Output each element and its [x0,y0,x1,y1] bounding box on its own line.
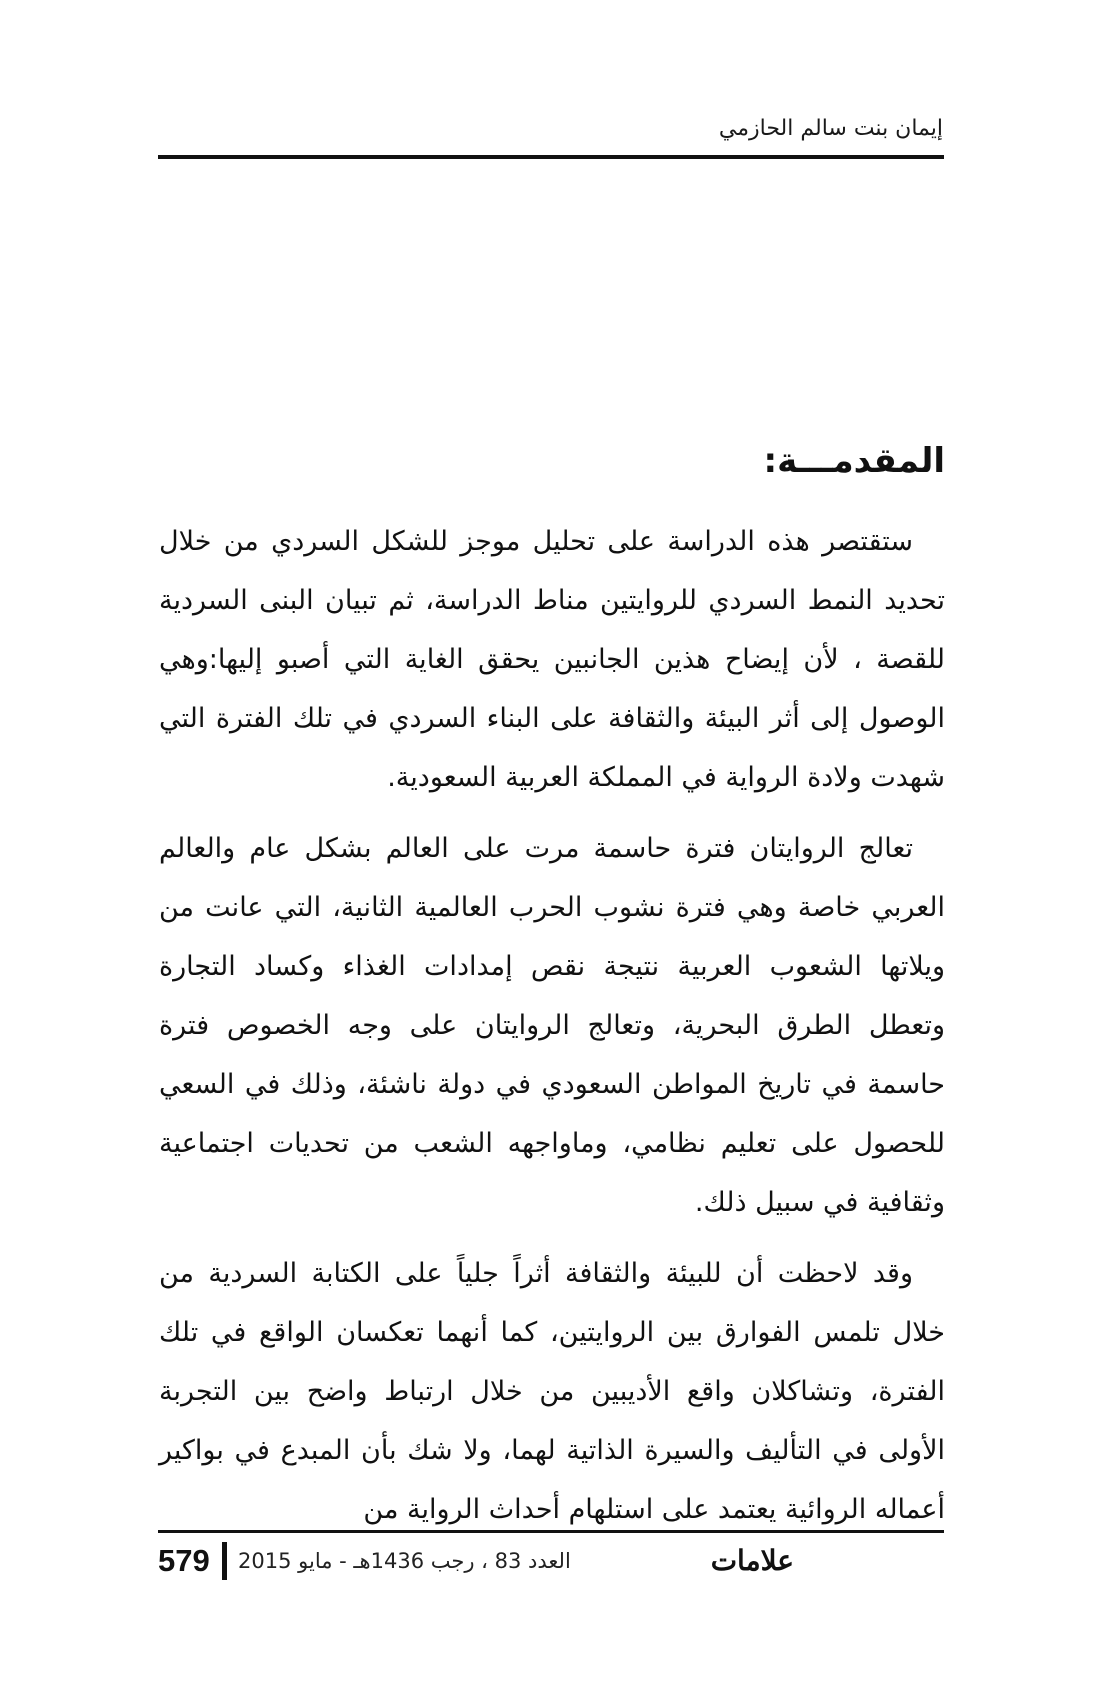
journal-logo: علامات [710,1544,794,1577]
section-title: المقدمـــة: [763,441,945,481]
footer-divider [222,1542,227,1580]
footer-rule [158,1530,944,1533]
paragraph-3: وقد لاحظت أن للبيئة والثقافة أثراً جلياً على الكتابة السردية من خلال تلمس الفوارق بين الروايتين، كما أنهما تعكسان الواقع في تلك الفترة، وتشاكلان واقع الأديبين من خلال ارتباط واضح بين التجربة الأولى في التأليف والسيرة الذاتية لهما، ولا شك بأن المبدع في بواكير أعماله الروائية يعتمد على استلهام أحداث الرواية من [159,1258,945,1525]
paragraph-1: ستقتصر هذه الدراسة على تحليل موجز للشكل السردي من خلال تحديد النمط السردي للروايتين مناط الدراسة، ثم تبيان البنى السردية للقصة ، لأن إيضاح هذين الجانبين يحقق الغاية التي أصبو إليها:وهي الوصول إلى أثر البيئة والثقافة على البناء السردي في تلك الفترة التي شهدت ولادة الرواية في المملكة العربية السعودية. [159,526,945,793]
issue-info: العدد 83 ، رجب 1436هـ - مايو 2015 [238,1549,571,1573]
body-text [159,512,945,1551]
paragraph-2: تعالج الروايتان فترة حاسمة مرت على العالم بشكل عام والعالم العربي خاصة وهي فترة نشوب الحرب العالمية الثانية، التي عانت من ويلاتها الشعوب العربية نتيجة نقص إمدادات الغذاء وكساد التجارة وتعطل الطرق البحرية، وتعالج الروايتان على وجه الخصوص فترة حاسمة في تاريخ المواطن السعودي في دولة ناشئة، وذلك في السعي للحصول على تعليم نظامي، وماواجهه الشعب من تحديات اجتماعية وثقافية في سبيل ذلك. [159,833,945,1218]
header-rule [158,155,944,159]
page-footer [158,1542,944,1582]
running-head-author: إيمان بنت سالم الحازمي [718,116,943,141]
page-number: 579 [158,1543,210,1578]
